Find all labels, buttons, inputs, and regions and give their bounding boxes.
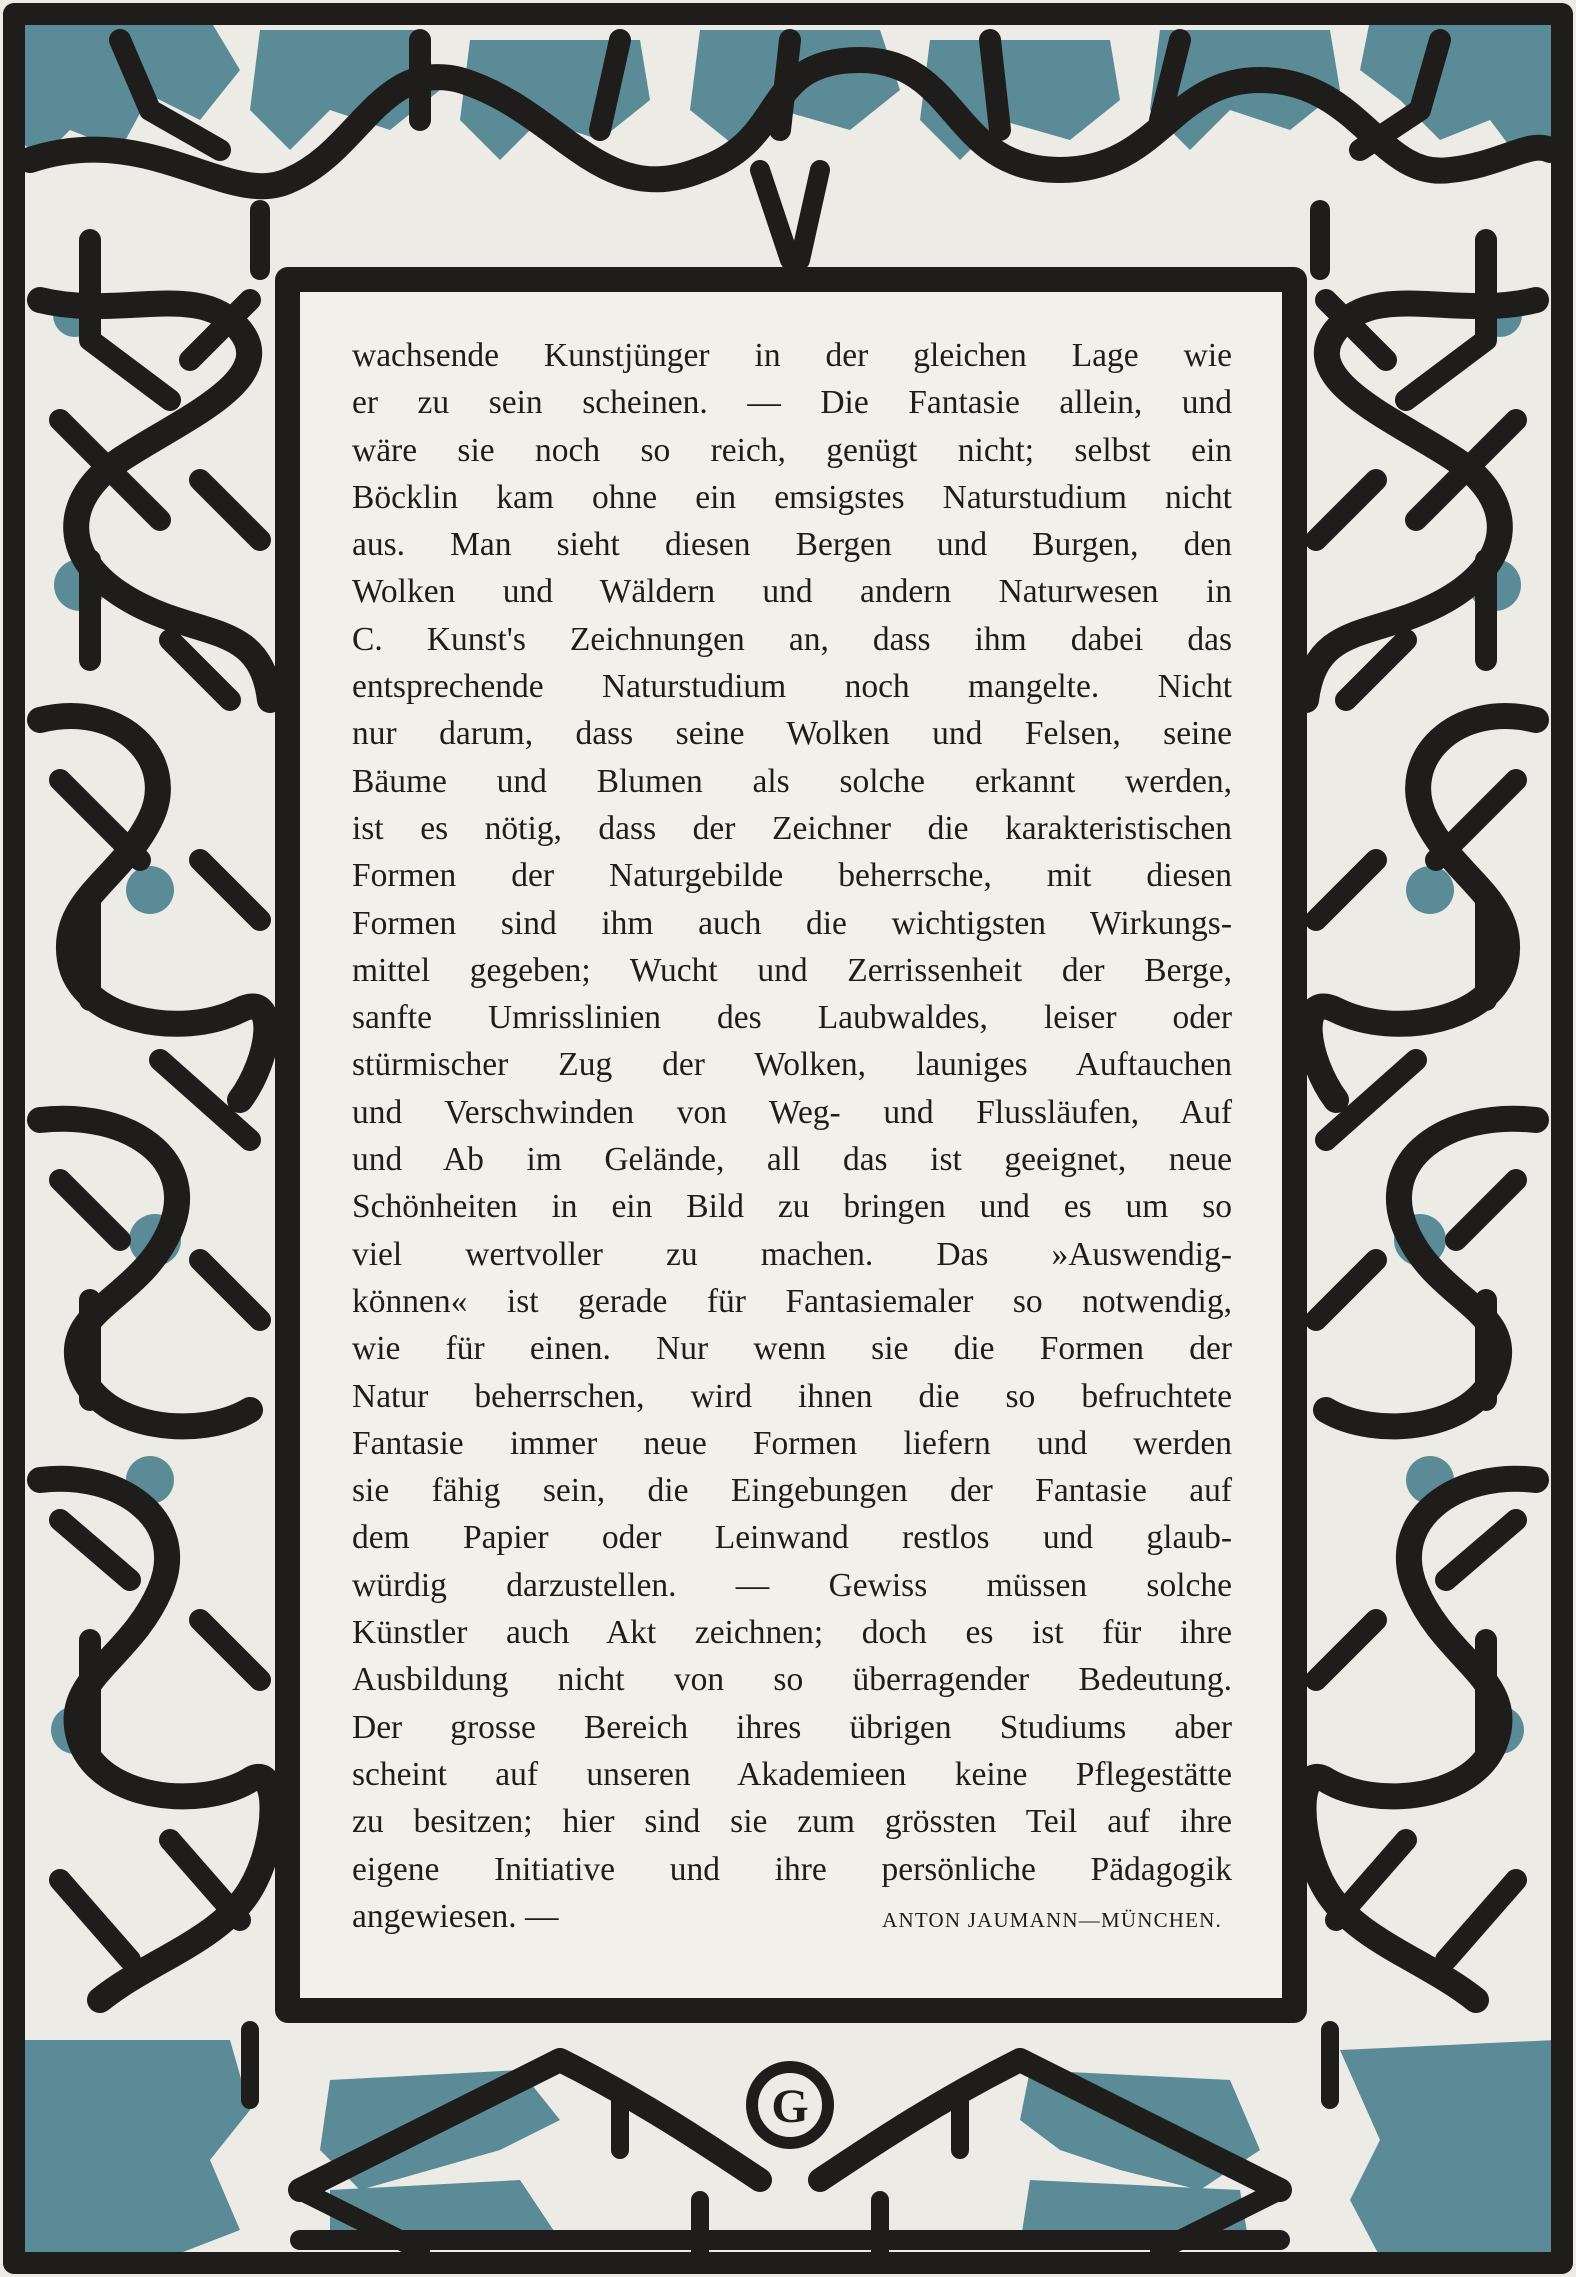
text-line: aus. Man sieht diesen Bergen und Burgen, den — [352, 526, 1232, 564]
text-line: Der grosse Bereich ihres übrigen Studiums aber — [352, 1708, 1232, 1746]
text-line: Bäume und Blumen als solche erkannt werden, — [352, 762, 1232, 800]
text-line: Wolken und Wäldern und andern Naturwesen in — [352, 573, 1232, 611]
text-line: mittel gegeben; Wucht und Zerrissenheit der Berge, — [352, 951, 1232, 989]
text-line: C. Kunst's Zeichnungen an, dass ihm dabei das — [352, 620, 1232, 658]
last-text-line: angewiesen. — — [352, 1897, 559, 1935]
text-line: viel wertvoller zu machen. Das »Auswendig- — [352, 1235, 1232, 1273]
closing-line — [352, 1893, 1232, 1940]
text-line: Schönheiten in ein Bild zu bringen und es um so — [352, 1188, 1232, 1226]
text-line: und Verschwinden von Weg- und Flussläufen, Auf — [352, 1093, 1232, 1131]
text-line: dem Papier oder Leinwand restlos und glaub- — [352, 1519, 1232, 1557]
text-line: können« ist gerade für Fantasiemaler so notwendig, — [352, 1282, 1232, 1320]
text-line: ist es nötig, dass der Zeichner die karakteristischen — [352, 809, 1232, 847]
monogram: G — [771, 2080, 809, 2133]
text-line: eigene Initiative und ihre persönliche Pädagogik — [352, 1850, 1232, 1888]
text-line: Formen der Naturgebilde beherrsche, mit diesen — [352, 857, 1232, 895]
text-line: Natur beherrschen, wird ihnen die so befruchtete — [352, 1377, 1232, 1415]
text-line: wie für einen. Nur wenn sie die Formen der — [352, 1330, 1232, 1368]
text-panel — [300, 292, 1282, 1998]
text-line: sanfte Umrisslinien des Laubwaldes, leiser oder — [352, 999, 1232, 1037]
text-line: wäre sie noch so reich, genügt nicht; selbst ein — [352, 431, 1232, 469]
text-line: Künstler auch Akt zeichnen; doch es ist für ihre — [352, 1614, 1232, 1652]
text-line: nur darum, dass seine Wolken und Felsen, seine — [352, 715, 1232, 753]
text-line: sie fähig sein, die Eingebungen der Fantasie auf — [352, 1472, 1232, 1510]
text-line: würdig darzustellen. — Gewiss müssen solche — [352, 1566, 1232, 1604]
text-line: entsprechende Naturstudium noch mangelte. Nicht — [352, 668, 1232, 706]
text-line: stürmischer Zug der Wolken, launiges Auftauchen — [352, 1046, 1232, 1084]
text-line: er zu sein scheinen. — Die Fantasie allein, und — [352, 384, 1232, 422]
article-body — [352, 332, 1232, 1940]
text-line: Formen sind ihm auch die wichtigsten Wirkungs- — [352, 904, 1232, 942]
text-line: und Ab im Gelände, all das ist geeignet, neue — [352, 1141, 1232, 1179]
text-line: wachsende Kunstjünger in der gleichen Lage wie — [352, 337, 1232, 374]
text-line: Fantasie immer neue Formen liefern und werden — [352, 1424, 1232, 1462]
author-signature: ANTON JAUMANN—MÜNCHEN. — [882, 1907, 1222, 1932]
text-line: Böcklin kam ohne ein emsigstes Naturstudium nicht — [352, 478, 1232, 516]
text-line: zu besitzen; hier sind sie zum grössten Teil auf ihre — [352, 1803, 1232, 1841]
text-line: scheint auf unseren Akademieen keine Pflegestätte — [352, 1755, 1232, 1793]
text-line: Ausbildung nicht von so überragender Bedeutung. — [352, 1661, 1232, 1699]
